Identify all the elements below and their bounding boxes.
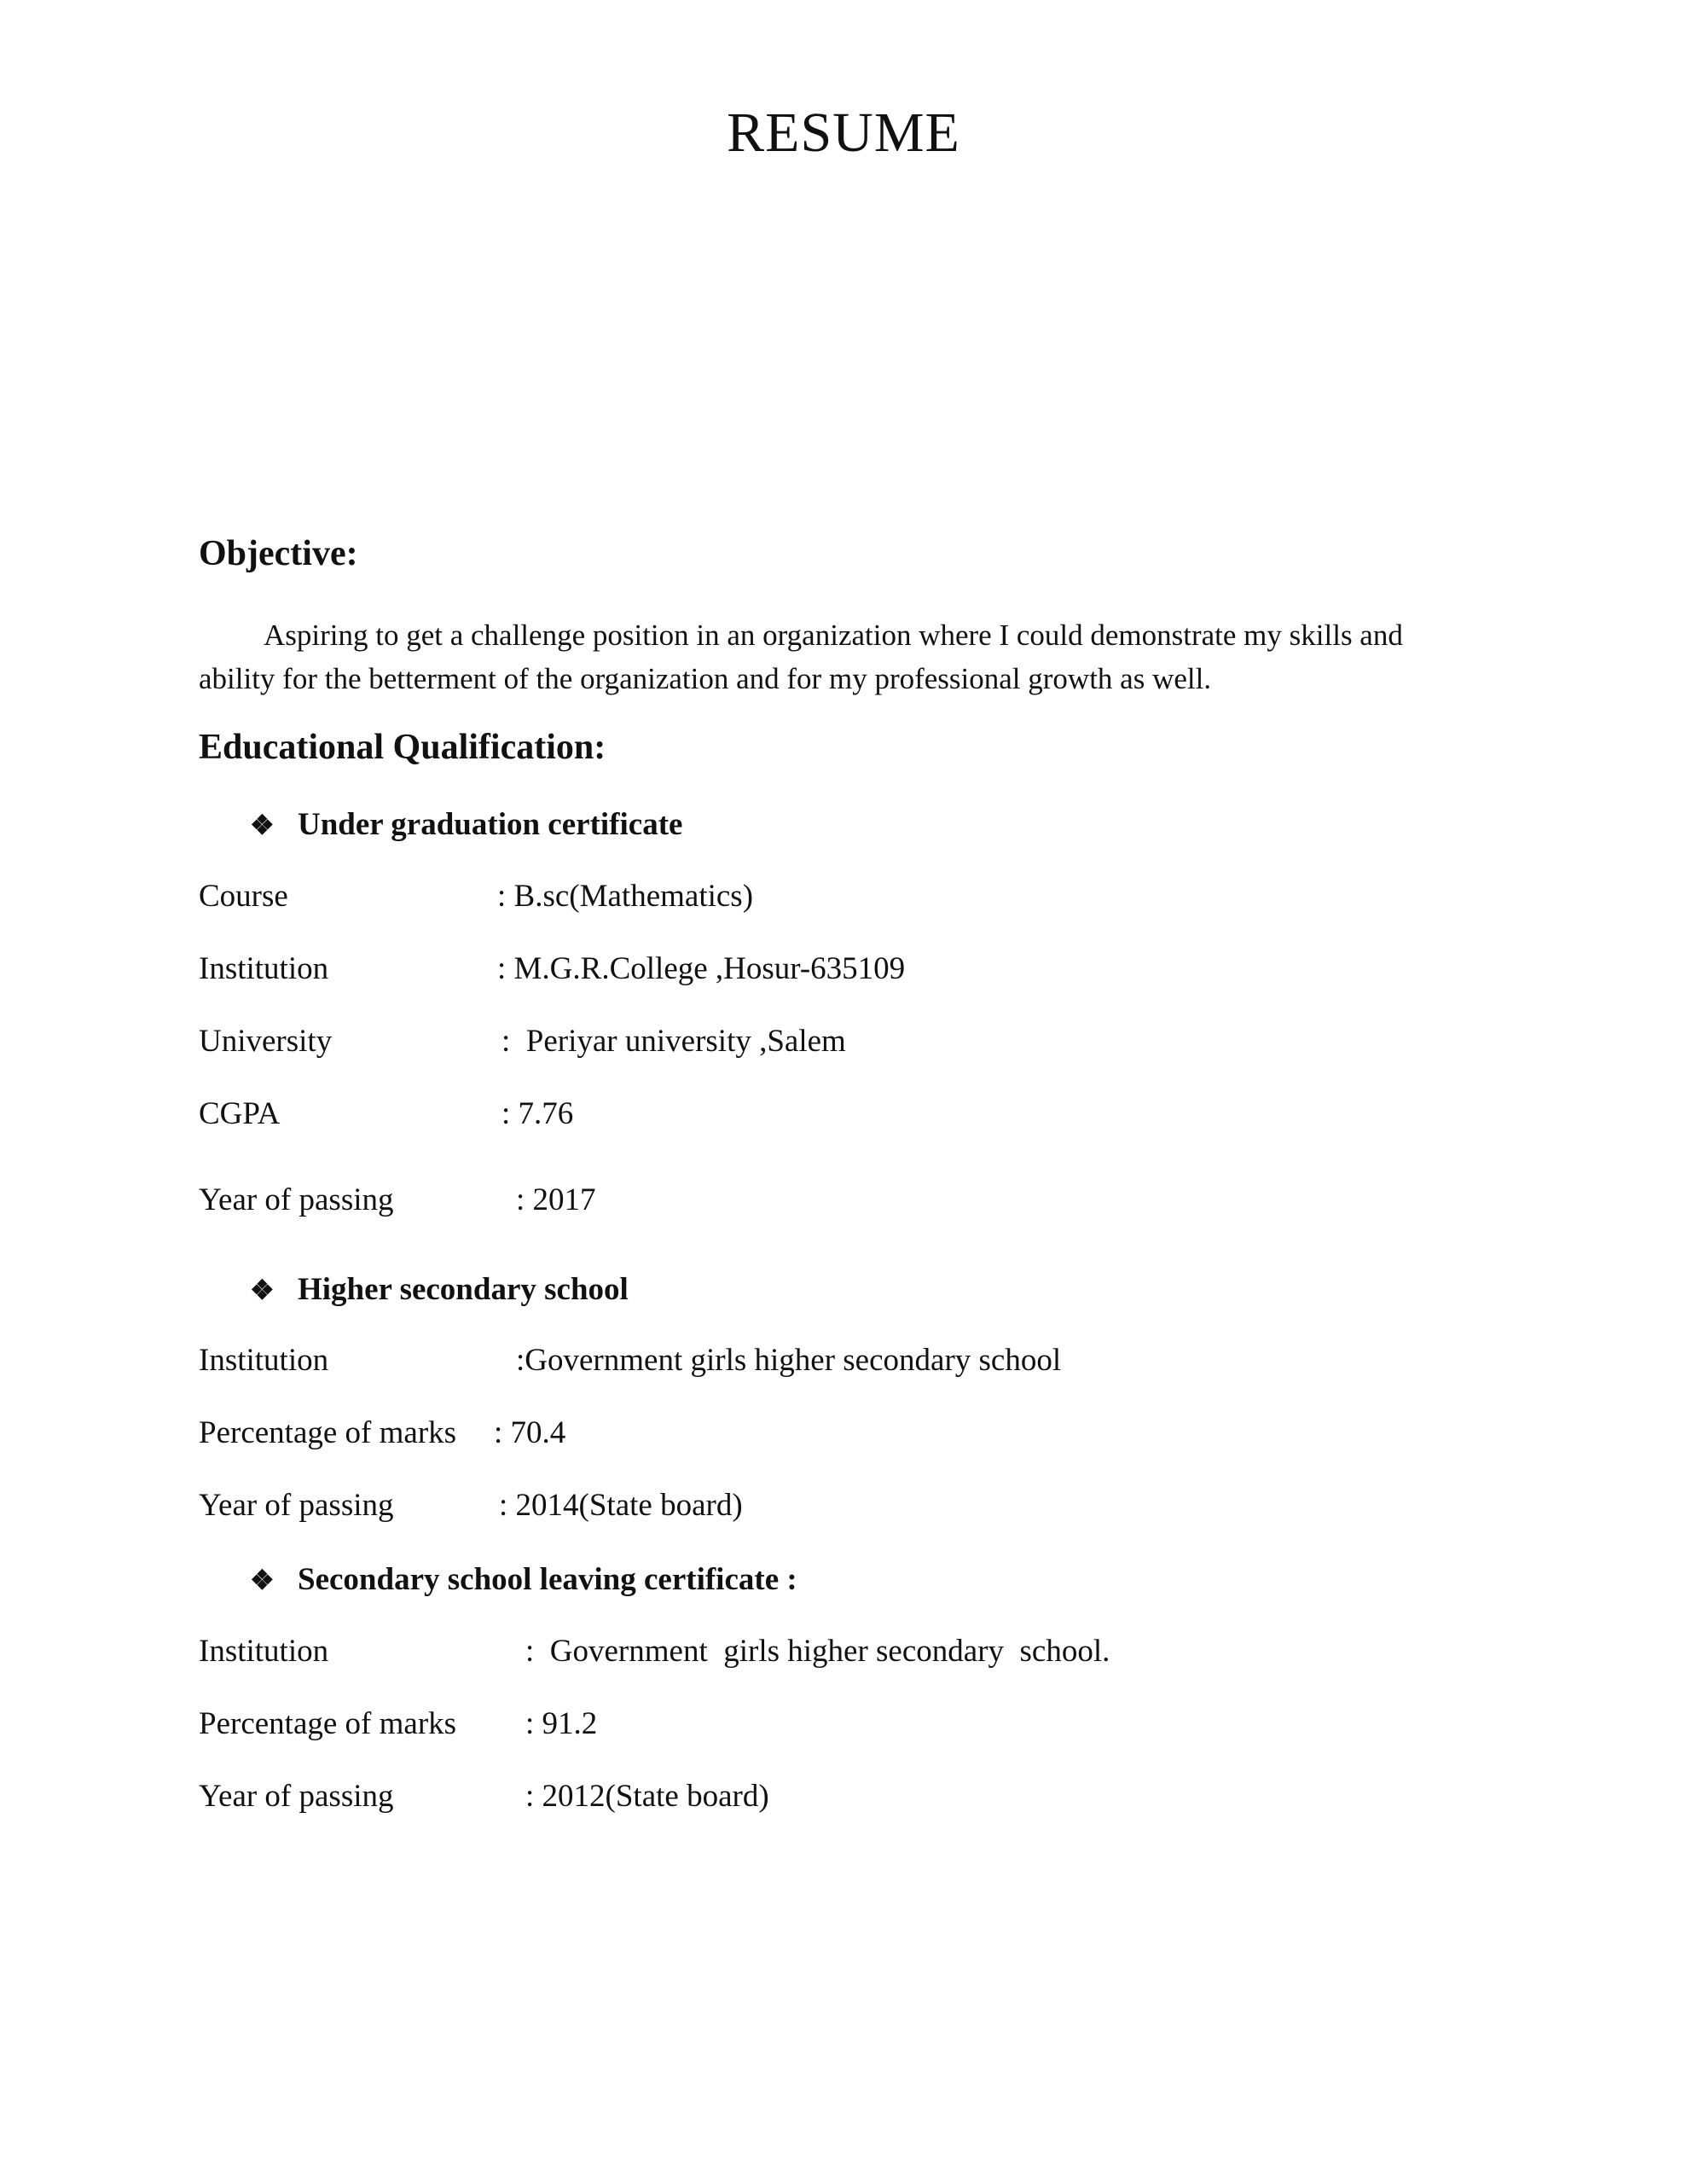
sslc-row-institution: Institution : Government girls higher secondary school.: [199, 1634, 1110, 1669]
diamond-bullet-icon: ❖: [250, 1565, 275, 1595]
diamond-bullet-icon: ❖: [250, 810, 275, 840]
hsc-row-percentage: Percentage of marks : 70.4: [199, 1415, 566, 1450]
ug-row-institution: Institution : M.G.R.College ,Hosur-635109: [199, 951, 906, 986]
hsc-row-year: Year of passing : 2014(State board): [199, 1488, 743, 1523]
ug-row-course: Course : B.sc(Mathematics): [199, 879, 754, 914]
sslc-section-title: ❖ Secondary school leaving certificate :: [250, 1562, 797, 1597]
diamond-bullet-icon: ❖: [250, 1275, 275, 1305]
ug-section-title: ❖ Under graduation certificate: [250, 807, 683, 842]
sslc-row-percentage: Percentage of marks : 91.2: [199, 1706, 598, 1741]
hsc-row-institution: Institution :Government girls higher secondary school: [199, 1343, 1062, 1378]
objective-body: Aspiring to get a challenge position in an organization where I could demonstrate my skills and ability for the betterment of the organization and for my professional growth as well.: [199, 619, 1403, 695]
education-heading: Educational Qualification:: [199, 728, 606, 767]
ug-row-university: University : Periyar university ,Salem: [199, 1024, 846, 1059]
ug-row-cgpa: CGPA : 7.76: [199, 1096, 574, 1131]
hsc-section-title: ❖ Higher secondary school: [250, 1272, 629, 1307]
sslc-row-year: Year of passing : 2012(State board): [199, 1779, 769, 1814]
objective-text: [199, 613, 1461, 700]
objective-heading: Objective:: [199, 534, 358, 573]
ug-row-year: Year of passing : 2017: [199, 1182, 596, 1217]
resume-title: RESUME: [727, 102, 960, 164]
